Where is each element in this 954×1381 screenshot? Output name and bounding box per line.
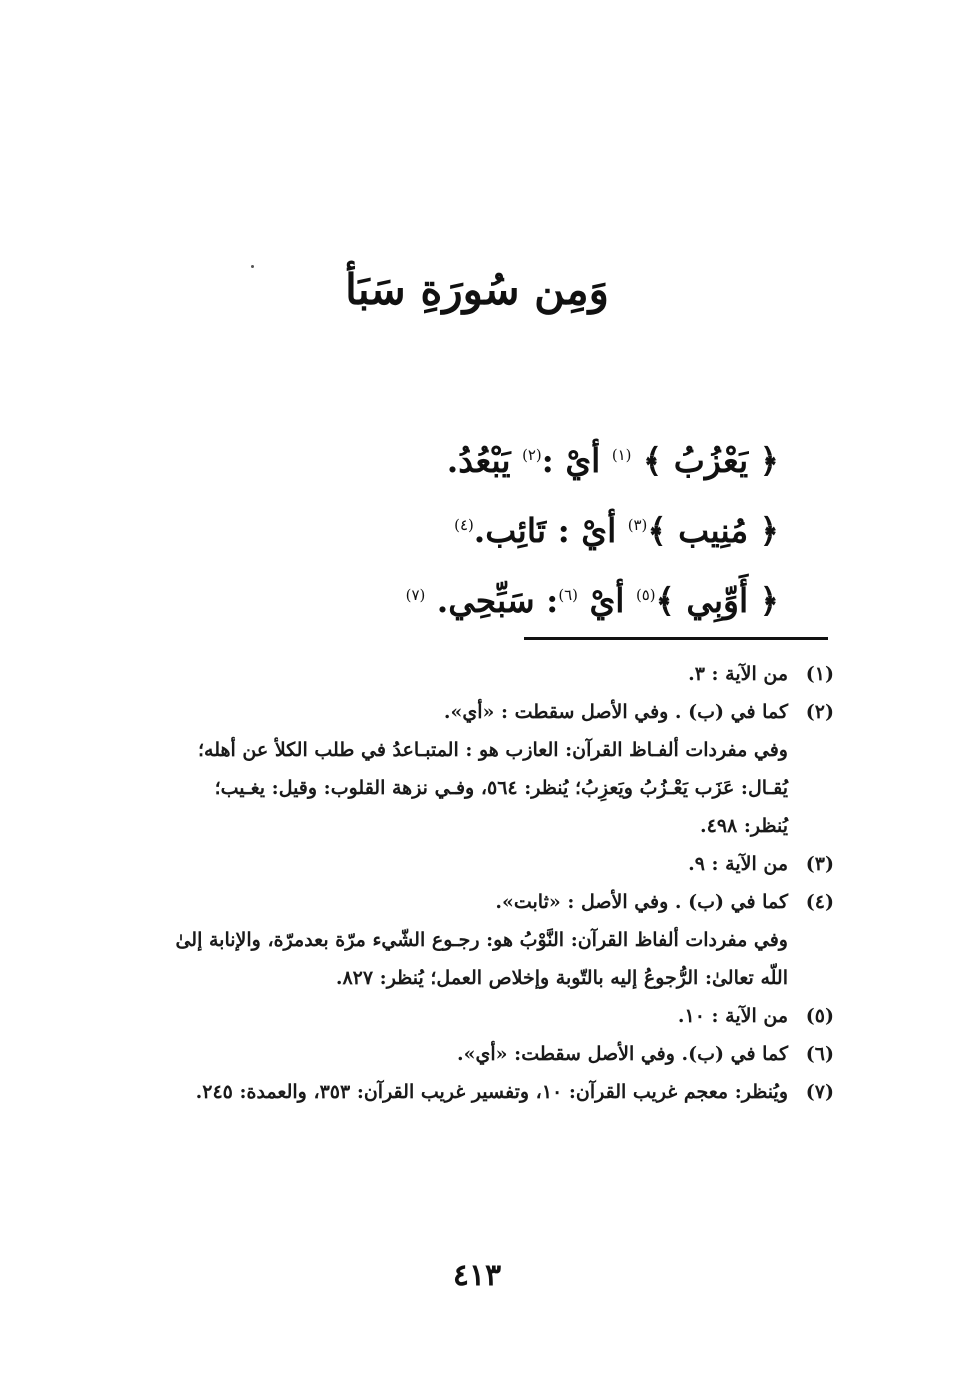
gloss-entry [179, 420, 779, 490]
full-stop: . [436, 581, 449, 620]
footnote-marker: (١) [611, 446, 632, 464]
quranic-word: أَوِّبِي [686, 581, 749, 620]
ornate-bracket-open: ﴿ [759, 441, 779, 480]
footnote-marker: (٣) [627, 516, 648, 534]
gloss-meaning: يَبْعُدُ [458, 441, 511, 480]
footnote-marker: (٢) [522, 446, 542, 464]
footnote-divider [524, 637, 828, 640]
gloss-meaning: تَائِب [485, 511, 547, 550]
footnote [114, 845, 834, 883]
footnote [114, 693, 834, 731]
surah-heading: وَمِن سُورَةِ سَبَأ [345, 265, 609, 314]
quranic-word: يَعْزُبُ [673, 441, 749, 480]
separator: : [541, 441, 566, 480]
footnote [114, 997, 834, 1035]
footnote-marker: (٤) [454, 516, 474, 534]
footnote-text: كما في (ب) . وفي الأصل : «ثابت». [495, 891, 788, 913]
footnote [114, 1035, 834, 1073]
footnote-marker: (٧) [405, 586, 426, 604]
gloss-entry [179, 560, 779, 630]
footnote-number: (٦) [805, 1043, 834, 1065]
gloss-label: أيْ [581, 511, 617, 550]
footnote-continuation: وفي مفردات ألفاظ القرآن: النَّوْبُ هو: رجـوع الشّيء مرّة بعدمرّة، والإنابة إلىٰ [175, 929, 788, 951]
gloss-label: أيْ [589, 581, 625, 620]
separator: : [546, 581, 559, 620]
footnote-text: من الآية : ١٠. [677, 1005, 788, 1027]
footnote-continuation: يُنظر: ٤٩٨. [700, 815, 788, 837]
footnote-continuation: وفي مفردات ألفـاظ القرآن: العازب هو : المتبـاعدُ في طلب الكلأ عن أهله؛ [197, 739, 788, 761]
footnote-number: (٥) [805, 1005, 834, 1027]
footnote [114, 883, 834, 921]
footnote-number: (٤) [805, 891, 834, 913]
footnote-number: (٢) [805, 701, 834, 723]
gloss-label: أيْ [565, 441, 601, 480]
footnote-text: من الآية : ٩. [688, 853, 788, 875]
full-stop: . [473, 511, 486, 550]
footnote-marker: (٥) [635, 586, 656, 604]
gloss-meaning: سَبِّحِي [448, 581, 535, 620]
ornate-bracket-open: ﴿ [759, 511, 779, 550]
footnote-marker: (٦) [558, 586, 578, 604]
footnote-number: (١) [805, 663, 834, 685]
separator: : [557, 511, 582, 550]
ornate-bracket-close: ﴾ [655, 581, 675, 620]
footnote-text: ويُنظر: معجم غريب القرآن: ١٠، وتفسير غريب القرآن: ٣٥٣، والعمدة: ٢٤٥. [195, 1081, 788, 1103]
gloss-entry [179, 490, 779, 560]
footnote [114, 1073, 834, 1111]
footnote [114, 655, 834, 693]
footnote-continuation: اللّه تعالىٰ: الرُّجوعُ إليه بالتّوبة وإخلاص العمل؛ يُنظر: ٨٢٧. [335, 967, 788, 989]
full-stop: . [446, 441, 459, 480]
footnote-text: كما في (ب). وفي الأصل سقطت: «أي». [457, 1043, 788, 1065]
ornate-bracket-close: ﴾ [647, 511, 667, 550]
footnote-text: كما في (ب) . وفي الأصل سقطت : «أي». [443, 701, 788, 723]
footnote-number: (٧) [805, 1081, 834, 1103]
verse-glossary [179, 420, 779, 630]
quranic-word: مُنِيب [678, 511, 749, 550]
ornate-bracket-open: ﴿ [759, 581, 779, 620]
footnotes [114, 655, 834, 1111]
ornate-bracket-close: ﴾ [642, 441, 663, 480]
footnote-text: من الآية : ٣. [688, 663, 788, 685]
footnote-number: (٣) [805, 853, 834, 875]
page-number: ٤١٣ [452, 1258, 502, 1293]
footnote-continuation: يُقـال: عَزَب يَعْـزُبُ ويَعزِبُ؛ يُنظر: ٥٦٤، وفـي نزهة القلوب: وقيل: يغـيب؛ [214, 777, 788, 799]
